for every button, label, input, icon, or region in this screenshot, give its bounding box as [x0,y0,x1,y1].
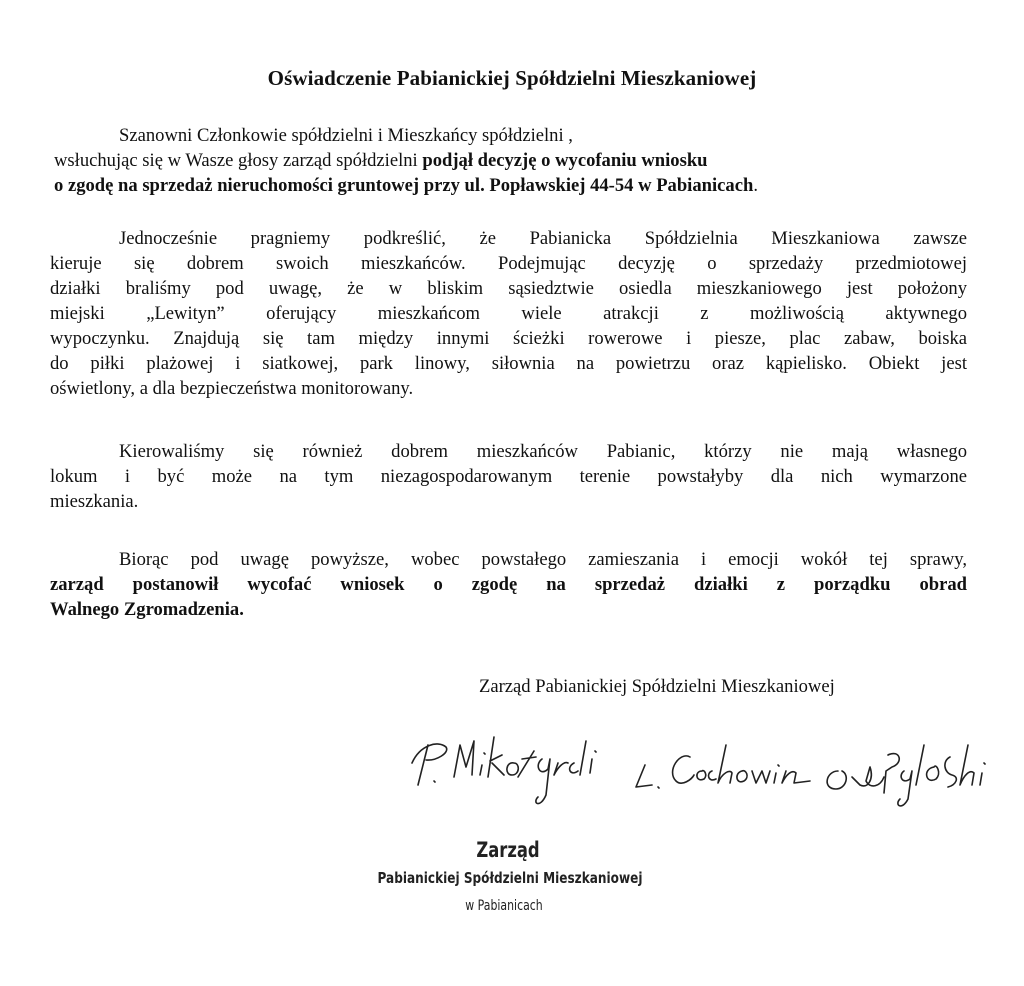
stamp-line-2: Pabianickiej Spółdzielni Mieszkaniowej [377,869,643,887]
signature-1 [412,737,596,804]
stamp-line-1: Zarząd [476,838,540,862]
p2-line-7: oświetlony, a dla bezpieczeństwa monitorowany. [50,378,414,399]
p4-line-2: zarząd postanowił wycofać wniosek o zgodę na sprzedaż działki z porządku obrad [50,574,967,595]
closing-line: Zarząd Pabianickiej Spółdzielni Mieszkaniowej [479,676,835,697]
p2-line-5: wypoczynku. Znajdują się tam między innymi ścieżki rowerowe i piesze, plac zabaw, boiska [50,328,967,349]
p2-line-3: działki braliśmy pod uwagę, że w bliskim sąsiedztwie osiedla mieszkaniowego jest położony [50,278,967,299]
signature-2 [636,745,810,788]
p1-line-3-bold: o zgodę na sprzedaż nieruchomości gruntowej przy ul. Popławskiej 44-54 w Pabianicach [54,175,754,196]
p4-line-1: Biorąc pod uwagę powyższe, wobec powstałego zamieszania i emocji wokół tej sprawy, [119,549,967,570]
p3-line-3: mieszkania. [50,491,139,512]
p2-line-2: kieruje się dobrem swoich mieszkańców. Podejmując decyzję o sprzedaży przedmiotowej [50,253,967,274]
signatures [390,715,990,825]
p1-line-2-text: wsłuchując się w Wasze głosy zarząd spółdzielni [54,150,423,171]
signature-3 [827,745,985,806]
p2-line-6: do piłki plażowej i siatkowej, park linowy, siłownia na powietrzu oraz kąpielisko. Obiekt jest [50,353,967,374]
p4-line-3: Walnego Zgromadzenia. [50,599,244,620]
p1-line-2-bold: podjął decyzję o wycofaniu wniosku [422,150,708,171]
p1-line-1: Szanowni Członkowie spółdzielni i Mieszkańcy spółdzielni , [119,125,573,146]
stamp-line-3: w Pabianicach [465,898,543,914]
p1-line-2 [54,150,708,172]
p1-line-3 [54,175,758,197]
p2-line-4: miejski „Lewityn” oferujący mieszkańcom wiele atrakcji z możliwością aktywnego [50,303,967,324]
p3-line-2: lokum i być może na tym niezagospodarowanym terenie powstałyby dla nich wymarzone [50,466,967,487]
p1-line-3-end: . [753,175,758,196]
document-title: Oświadczenie Pabianickiej Spółdzielni Mieszkaniowej [267,66,757,90]
p3-line-1: Kierowaliśmy się również dobrem mieszkańców Pabianic, którzy nie mają własnego [119,441,967,462]
p2-line-1: Jednocześnie pragniemy podkreślić, że Pabianicka Spółdzielnia Mieszkaniowa zawsze [119,228,967,249]
